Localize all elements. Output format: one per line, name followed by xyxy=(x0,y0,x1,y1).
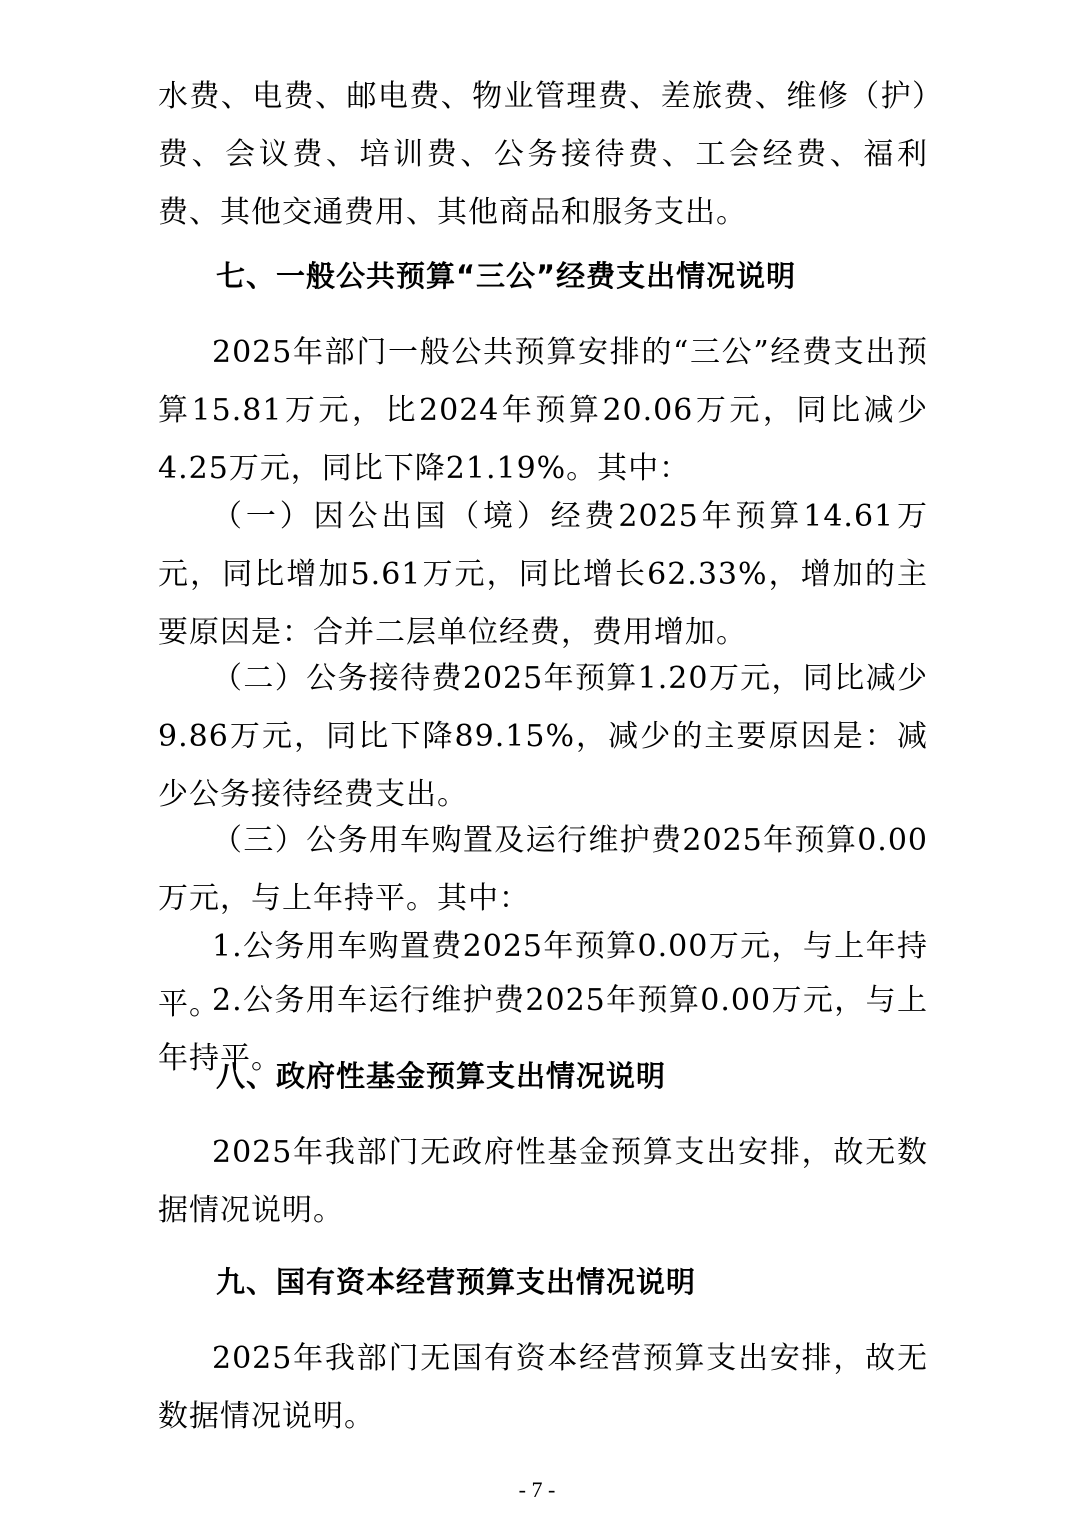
paragraph-official-vehicles: （三）公务用车购置及运行维护费2025年预算0.00万元，与上年持平。其中： xyxy=(158,823,928,916)
section-heading-9: 九、国有资本经营预算支出情况说明 xyxy=(216,1265,697,1299)
paragraph-overseas-travel: （一）因公出国（境）经费2025年预算14.61万元，同比增加5.61万元，同比增长62.33%，增加的主要原因是：合并二层单位经费，费用增加。 xyxy=(158,499,928,650)
paragraph-expense-list-continued: 水费、电费、邮电费、物业管理费、差旅费、维修（护）费、会议费、培训费、公务接待费、工会经费、福利费、其他交通费用、其他商品和服务支出。 xyxy=(158,79,928,230)
paragraph-vehicle-maintenance: 2.公务用车运行维护费2025年预算0.00万元，与上年持平。 xyxy=(158,983,928,1076)
paragraph-three-public-summary: 2025年部门一般公共预算安排的“三公”经费支出预算15.81万元，比2024年预算20.06万元，同比减少4.25万元，同比下降21.19%。其中： xyxy=(158,335,928,486)
paragraph-state-capital: 2025年我部门无国有资本经营预算支出安排，故无数据情况说明。 xyxy=(158,1341,928,1434)
section-heading-7: 七、一般公共预算“三公”经费支出情况说明 xyxy=(216,259,797,293)
paragraph-official-reception: （二）公务接待费2025年预算1.20万元，同比减少9.86万元，同比下降89.15%，减少的主要原因是：减少公务接待经费支出。 xyxy=(158,661,928,812)
page-number: - 7 - xyxy=(518,1477,556,1502)
paragraph-government-fund: 2025年我部门无政府性基金预算支出安排，故无数据情况说明。 xyxy=(158,1135,928,1228)
section-heading-8: 八、政府性基金预算支出情况说明 xyxy=(216,1059,667,1093)
paragraph-vehicle-purchase: 1.公务用车购置费2025年预算0.00万元，与上年持平。 xyxy=(158,929,928,1022)
